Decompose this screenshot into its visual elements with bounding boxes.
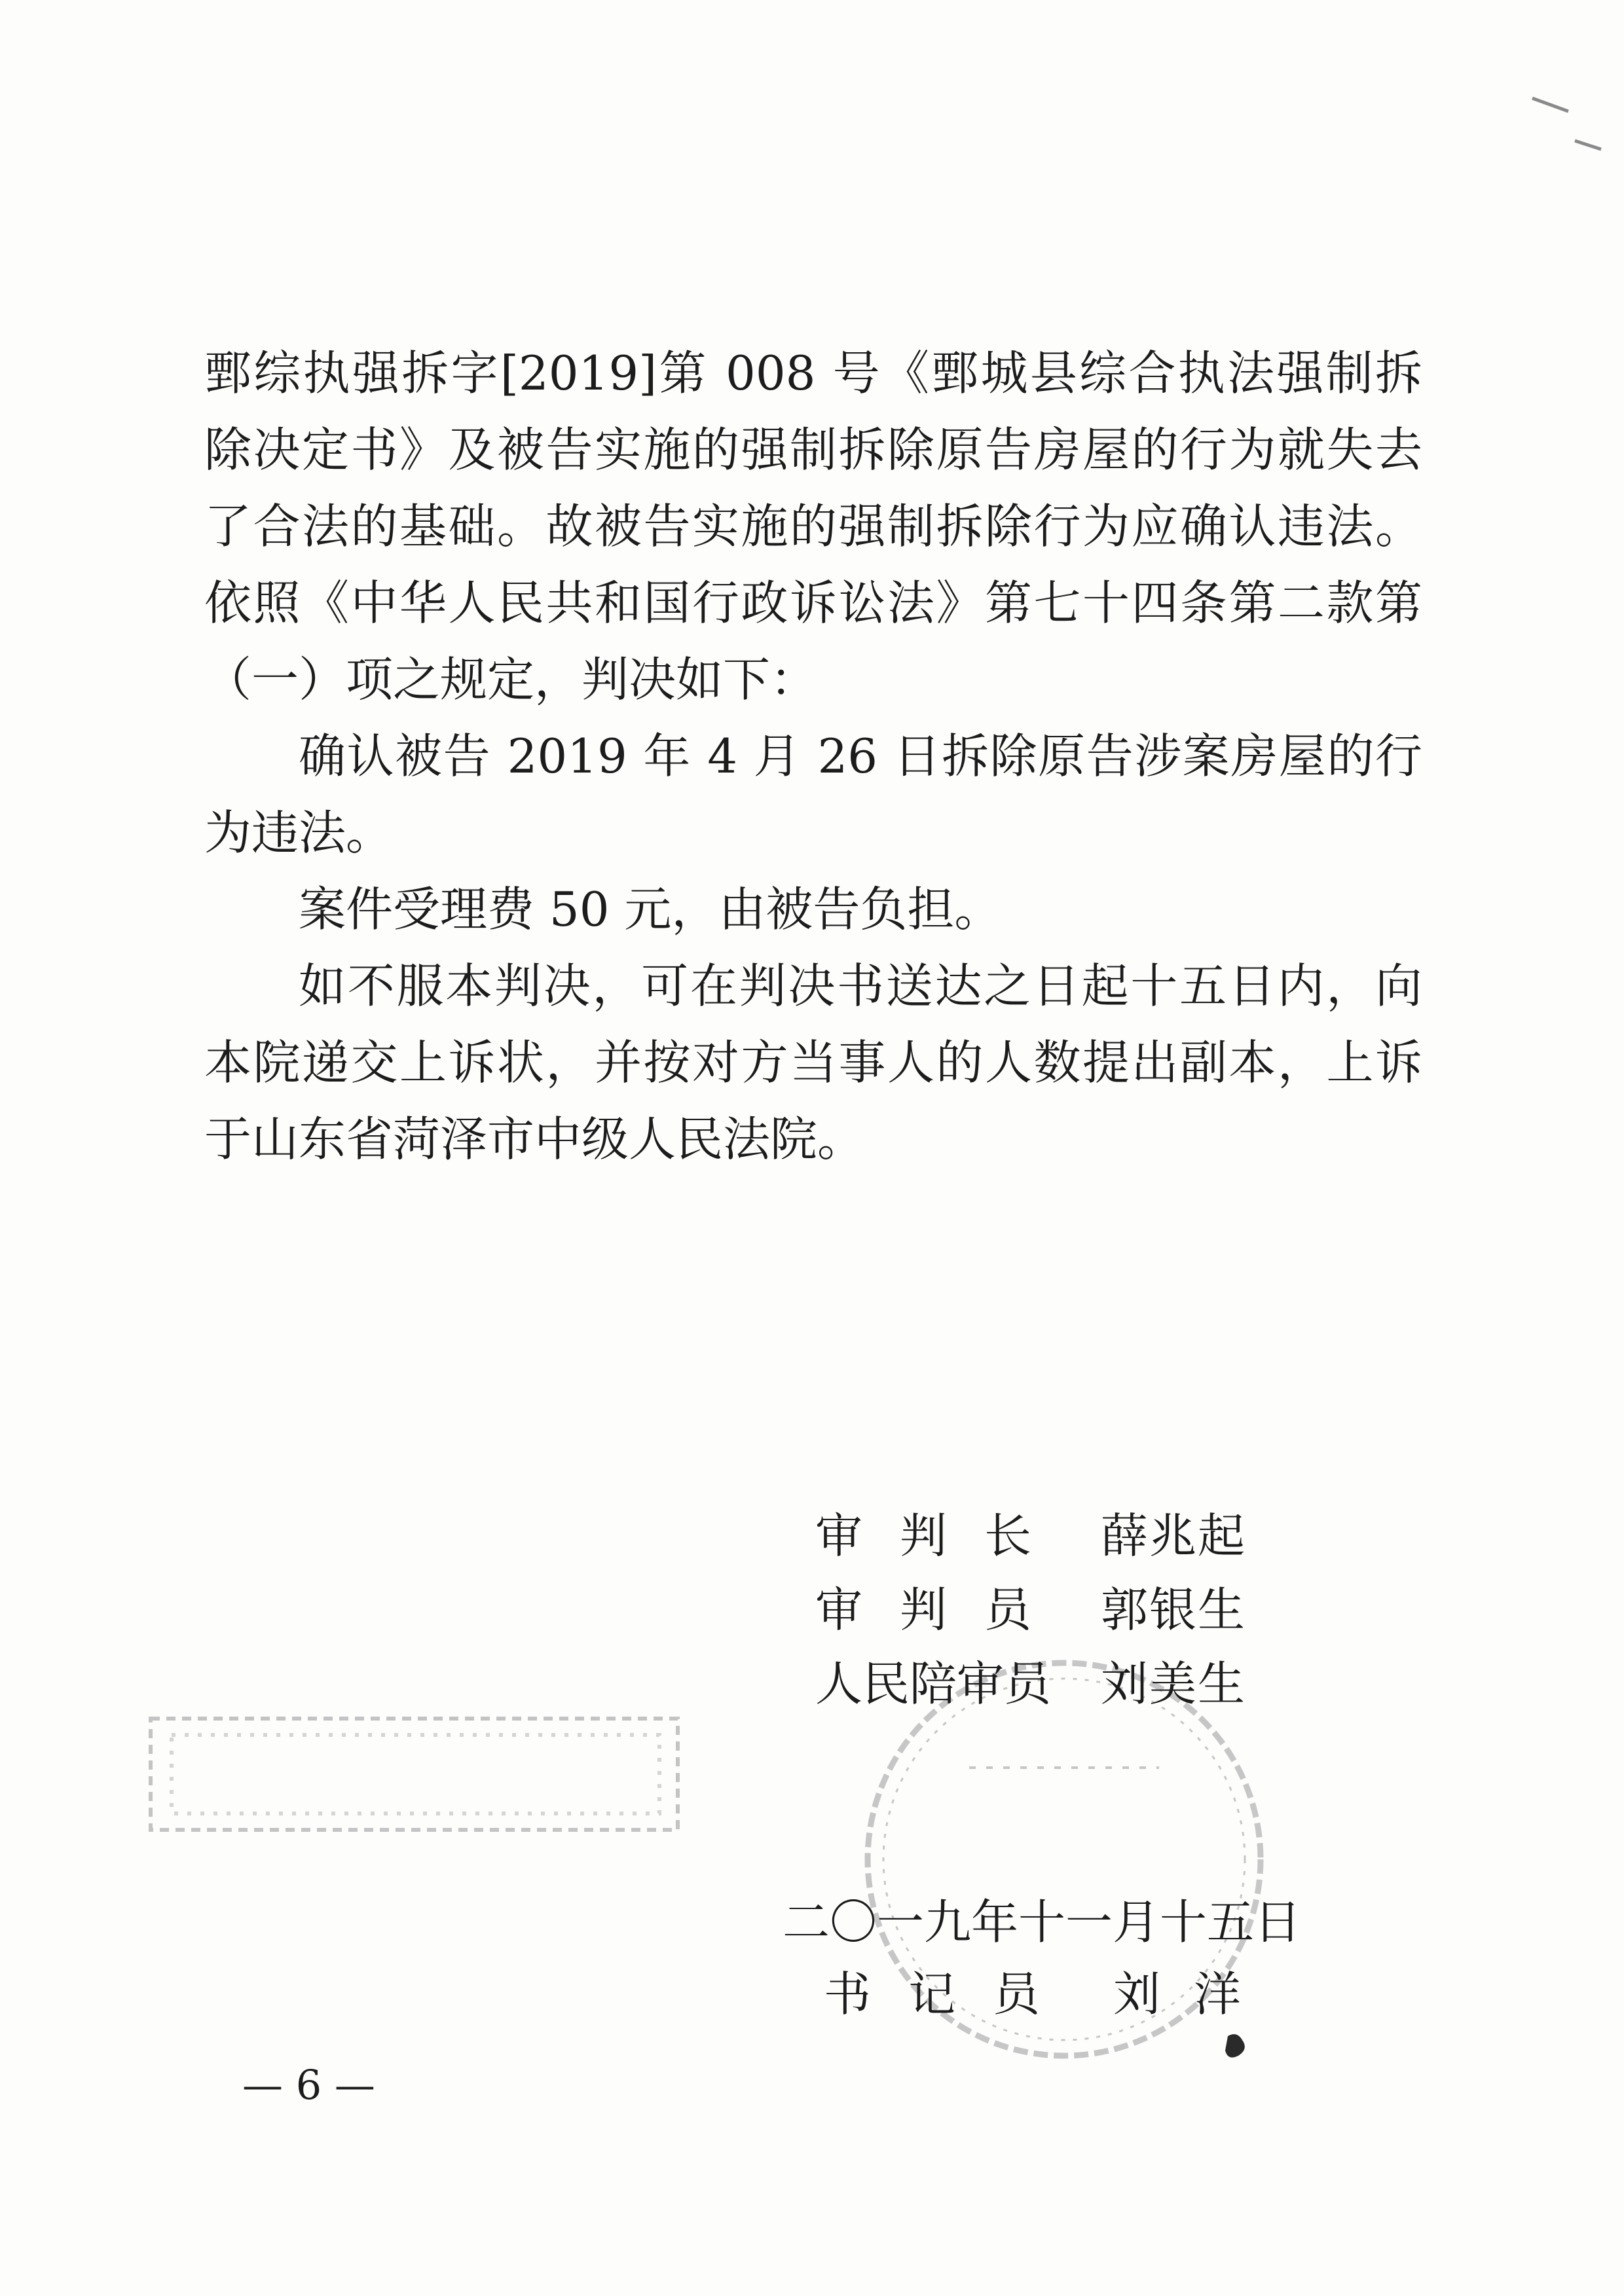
judgment-date: 二〇一九年十一月十五日 <box>783 1895 1302 1950</box>
fee-paragraph: 案件受理费 50 元，由被告负担。 <box>299 882 1002 937</box>
corner-scan-specks <box>1532 98 1601 149</box>
ruling-paragraph: 确认被告 2019 年 4 月 26 日拆除原告涉案房屋的行为违法。 <box>204 729 1422 860</box>
signature-row-people-assessor <box>815 1646 1274 1711</box>
signature-row-presiding-judge <box>815 1498 1274 1563</box>
signature-role: 人民陪审员 <box>815 1656 1052 1711</box>
judgment-body <box>204 335 1422 1178</box>
signature-role: 审判员 <box>815 1582 1031 1637</box>
signature-name: 薛兆起 <box>1101 1508 1247 1563</box>
signature-name: 郭银生 <box>1101 1582 1247 1637</box>
signature-name: 刘美生 <box>1101 1656 1247 1711</box>
appeal-paragraph: 如不服本判决，可在判决书送达之日起十五日内，向本院递交上诉状，并按对方当事人的人数提出副本，上诉于山东省菏泽市中级人民法院。 <box>204 958 1422 1167</box>
ink-blot <box>1225 2034 1245 2058</box>
clerk-role: 书记员 <box>824 1967 1040 2022</box>
clerk-row <box>824 1956 1243 2022</box>
signature-row-judge <box>815 1572 1274 1637</box>
rectangular-stamp-residue <box>151 1719 678 1830</box>
signature-role: 审判长 <box>815 1508 1031 1563</box>
reasoning-paragraph: 鄄综执强拆字[2019]第 008 号《鄄城县综合执法强制拆除决定书》及被告实施的强制拆除原告房屋的行为就失去了合法的基础。故被告实施的强制拆除行为应确认违法。依照《中华人民共和国行政诉讼法》第七十四条第二款第（一）项之规定，判决如下： <box>204 346 1422 707</box>
page-number: — 6 — <box>242 2061 375 2109</box>
clerk-name: 刘洋 <box>1113 1967 1241 2022</box>
